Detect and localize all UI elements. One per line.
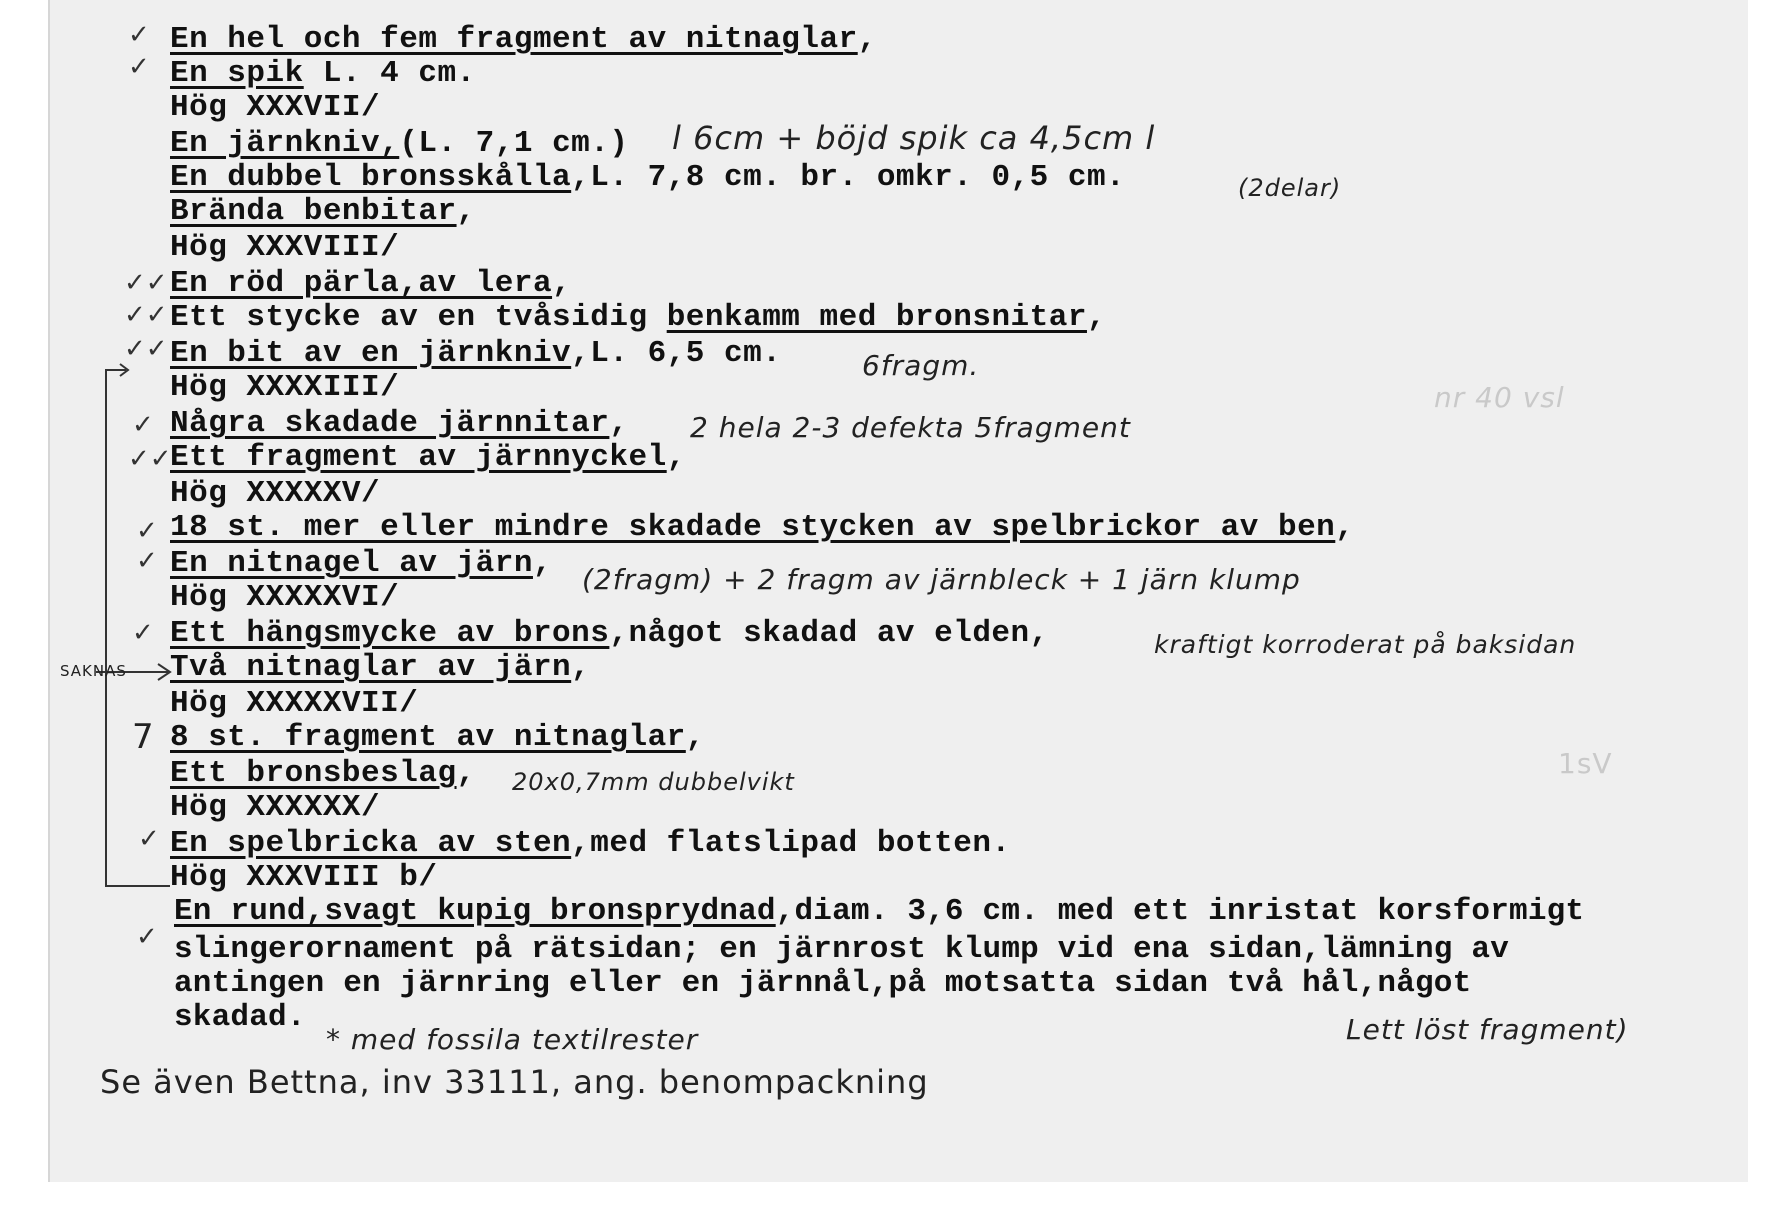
typed-line [170, 442, 686, 473]
note-rivet-counts: 2 hela 2-3 defekta 5fragment [690, 411, 1131, 444]
line-text: Hög XXXXXV/ [170, 476, 381, 511]
line-text: , [456, 756, 476, 791]
line-text: Ett stycke av en tvåsidig [170, 300, 667, 335]
underlined-text: Ett hängsmycke av brons [170, 616, 610, 651]
underlined-text: En röd pärla,av lera [170, 266, 553, 301]
line-text: slingerornament på rätsidan; en järnrost klump vid ena sidan,lämning av [174, 932, 1510, 967]
line-text: antingen en järnring eller en järnnål,på motsatta sidan två hål,något [174, 966, 1472, 1001]
line-text: , [857, 22, 877, 57]
typed-line [174, 968, 1471, 999]
check-mark: ✓ [132, 410, 154, 440]
line-text: , [666, 440, 686, 475]
note-see-also: Se även Bettna, inv 33111, ang. benompackning [100, 1063, 929, 1101]
line-text: Hög XXXVII/ [170, 90, 381, 125]
underlined-text: Ett fragment av järnnyckel [170, 440, 667, 475]
note-loose-fragment: Lett löst fragment) [1346, 1013, 1629, 1046]
typed-line [170, 548, 552, 579]
underlined-text: Några skadade järnnitar [170, 406, 610, 441]
note-six-fragments: 6fragm. [862, 349, 980, 382]
line-text: , [571, 650, 591, 685]
underlined-text: 18 st. mer eller mindre skadade stycken av spelbrickor av ben [170, 510, 1336, 545]
typed-line [170, 24, 877, 55]
note-corroded: kraftigt korroderat på baksidan [1154, 630, 1577, 659]
line-text: ,L. 7,8 cm. br. omkr. 0,5 cm. [571, 160, 1126, 195]
line-text: ,diam. 3,6 cm. med ett inristat korsformigt [775, 894, 1585, 929]
line-text: , [609, 406, 629, 441]
typed-line [170, 268, 571, 299]
line-text: , [456, 194, 476, 229]
note-mount-size: 20x0,7mm dubbelvikt [512, 768, 795, 796]
typed-line [174, 934, 1509, 965]
typed-line [174, 896, 1584, 927]
line-text: Hög XXXXXVII/ [170, 686, 419, 721]
line-text: , [685, 720, 705, 755]
typed-line [170, 688, 418, 719]
typed-line [170, 128, 629, 159]
typed-line [170, 302, 1106, 333]
note-seven: 7 [132, 717, 155, 757]
check-mark: ✓ [128, 52, 150, 82]
check-mark: ✓ [136, 546, 158, 576]
typed-line [170, 58, 476, 89]
check-mark: ✓ [132, 618, 154, 648]
line-text: , [552, 266, 572, 301]
underlined-text: Två nitnaglar av järn [170, 650, 572, 685]
check-mark: ✓ [128, 20, 150, 50]
typed-line [170, 758, 476, 789]
typed-line [170, 478, 380, 509]
typed-line [170, 862, 437, 893]
check-mark: ✓ [136, 516, 158, 546]
underlined-text: En hel och fem fragment av nitnaglar [170, 22, 858, 57]
typed-line [170, 512, 1354, 543]
underlined-text: benkamm med bronsnitar [666, 300, 1087, 335]
typed-line [170, 92, 380, 123]
note-knife-length: l 6cm + böjd spik ca 4,5cm l [672, 119, 1156, 157]
scan-margin [0, 1182, 1782, 1223]
line-text: ,något skadad av elden, [609, 616, 1049, 651]
typed-line [170, 618, 1049, 649]
line-text: , [1335, 510, 1355, 545]
check-mark: ✓ [136, 922, 158, 952]
underlined-text: En spik [170, 56, 304, 91]
line-text: (L. 7,1 cm.) [399, 126, 629, 161]
check-mark: ✓✓ [124, 268, 168, 298]
line-text: Hög XXXXIII/ [170, 370, 400, 405]
underlined-text: En rund,svagt kupig bronsprydnad [174, 894, 776, 929]
typed-line [170, 196, 476, 227]
typed-line [170, 828, 1011, 859]
underlined-text: Brända benbitar [170, 194, 457, 229]
check-mark: ✓ [138, 824, 160, 854]
faint-note-number: nr 40 vsl [1434, 381, 1565, 414]
underlined-text: En bit av en järnkniv [170, 336, 572, 371]
typed-line [170, 408, 628, 439]
underlined-text: 8 st. fragment av nitnaglar [170, 720, 686, 755]
line-text: Hög XXXVIII b/ [170, 860, 438, 895]
underlined-text: En nitnagel av järn [170, 546, 533, 581]
typed-line [170, 232, 399, 263]
typed-line [170, 792, 380, 823]
typed-line [170, 372, 399, 403]
note-textile: * med fossila textilrester [326, 1023, 699, 1056]
check-mark: ✓✓ [124, 334, 168, 364]
line-text: L. 4 cm. [303, 56, 476, 91]
line-text: Hög XXXVIII/ [170, 230, 400, 265]
check-mark: ✓✓ [124, 300, 168, 330]
underlined-text: En järnkniv, [170, 126, 400, 161]
underlined-text: En dubbel bronsskålla [170, 160, 572, 195]
check-mark: ✓✓ [128, 444, 172, 474]
note-two-parts: (2delar) [1238, 174, 1342, 202]
line-text: , [1086, 300, 1107, 335]
faint-mark: 1sV [1558, 747, 1613, 780]
typed-line [170, 162, 1125, 193]
typed-line [170, 652, 590, 683]
typed-line [170, 582, 399, 613]
line-text: Hög XXXXXVI/ [170, 580, 400, 615]
line-text: ,med flatslipad botten. [571, 826, 1011, 861]
line-text: skadad. [174, 1000, 306, 1035]
typed-line [170, 722, 705, 753]
typed-line [170, 338, 781, 369]
underlined-text: Ett bronsbeslag [170, 756, 457, 791]
typed-line [174, 1002, 306, 1033]
line-text: Hög XXXXXX/ [170, 790, 381, 825]
line-text: ,L. 6,5 cm. [571, 336, 782, 371]
note-missing: SAKNAS [60, 662, 127, 680]
note-rivet-fragments: (2fragm) + 2 fragm av järnbleck + 1 järn klump [582, 563, 1301, 596]
line-text: , [532, 546, 553, 581]
underlined-text: En spelbricka av sten [170, 826, 572, 861]
